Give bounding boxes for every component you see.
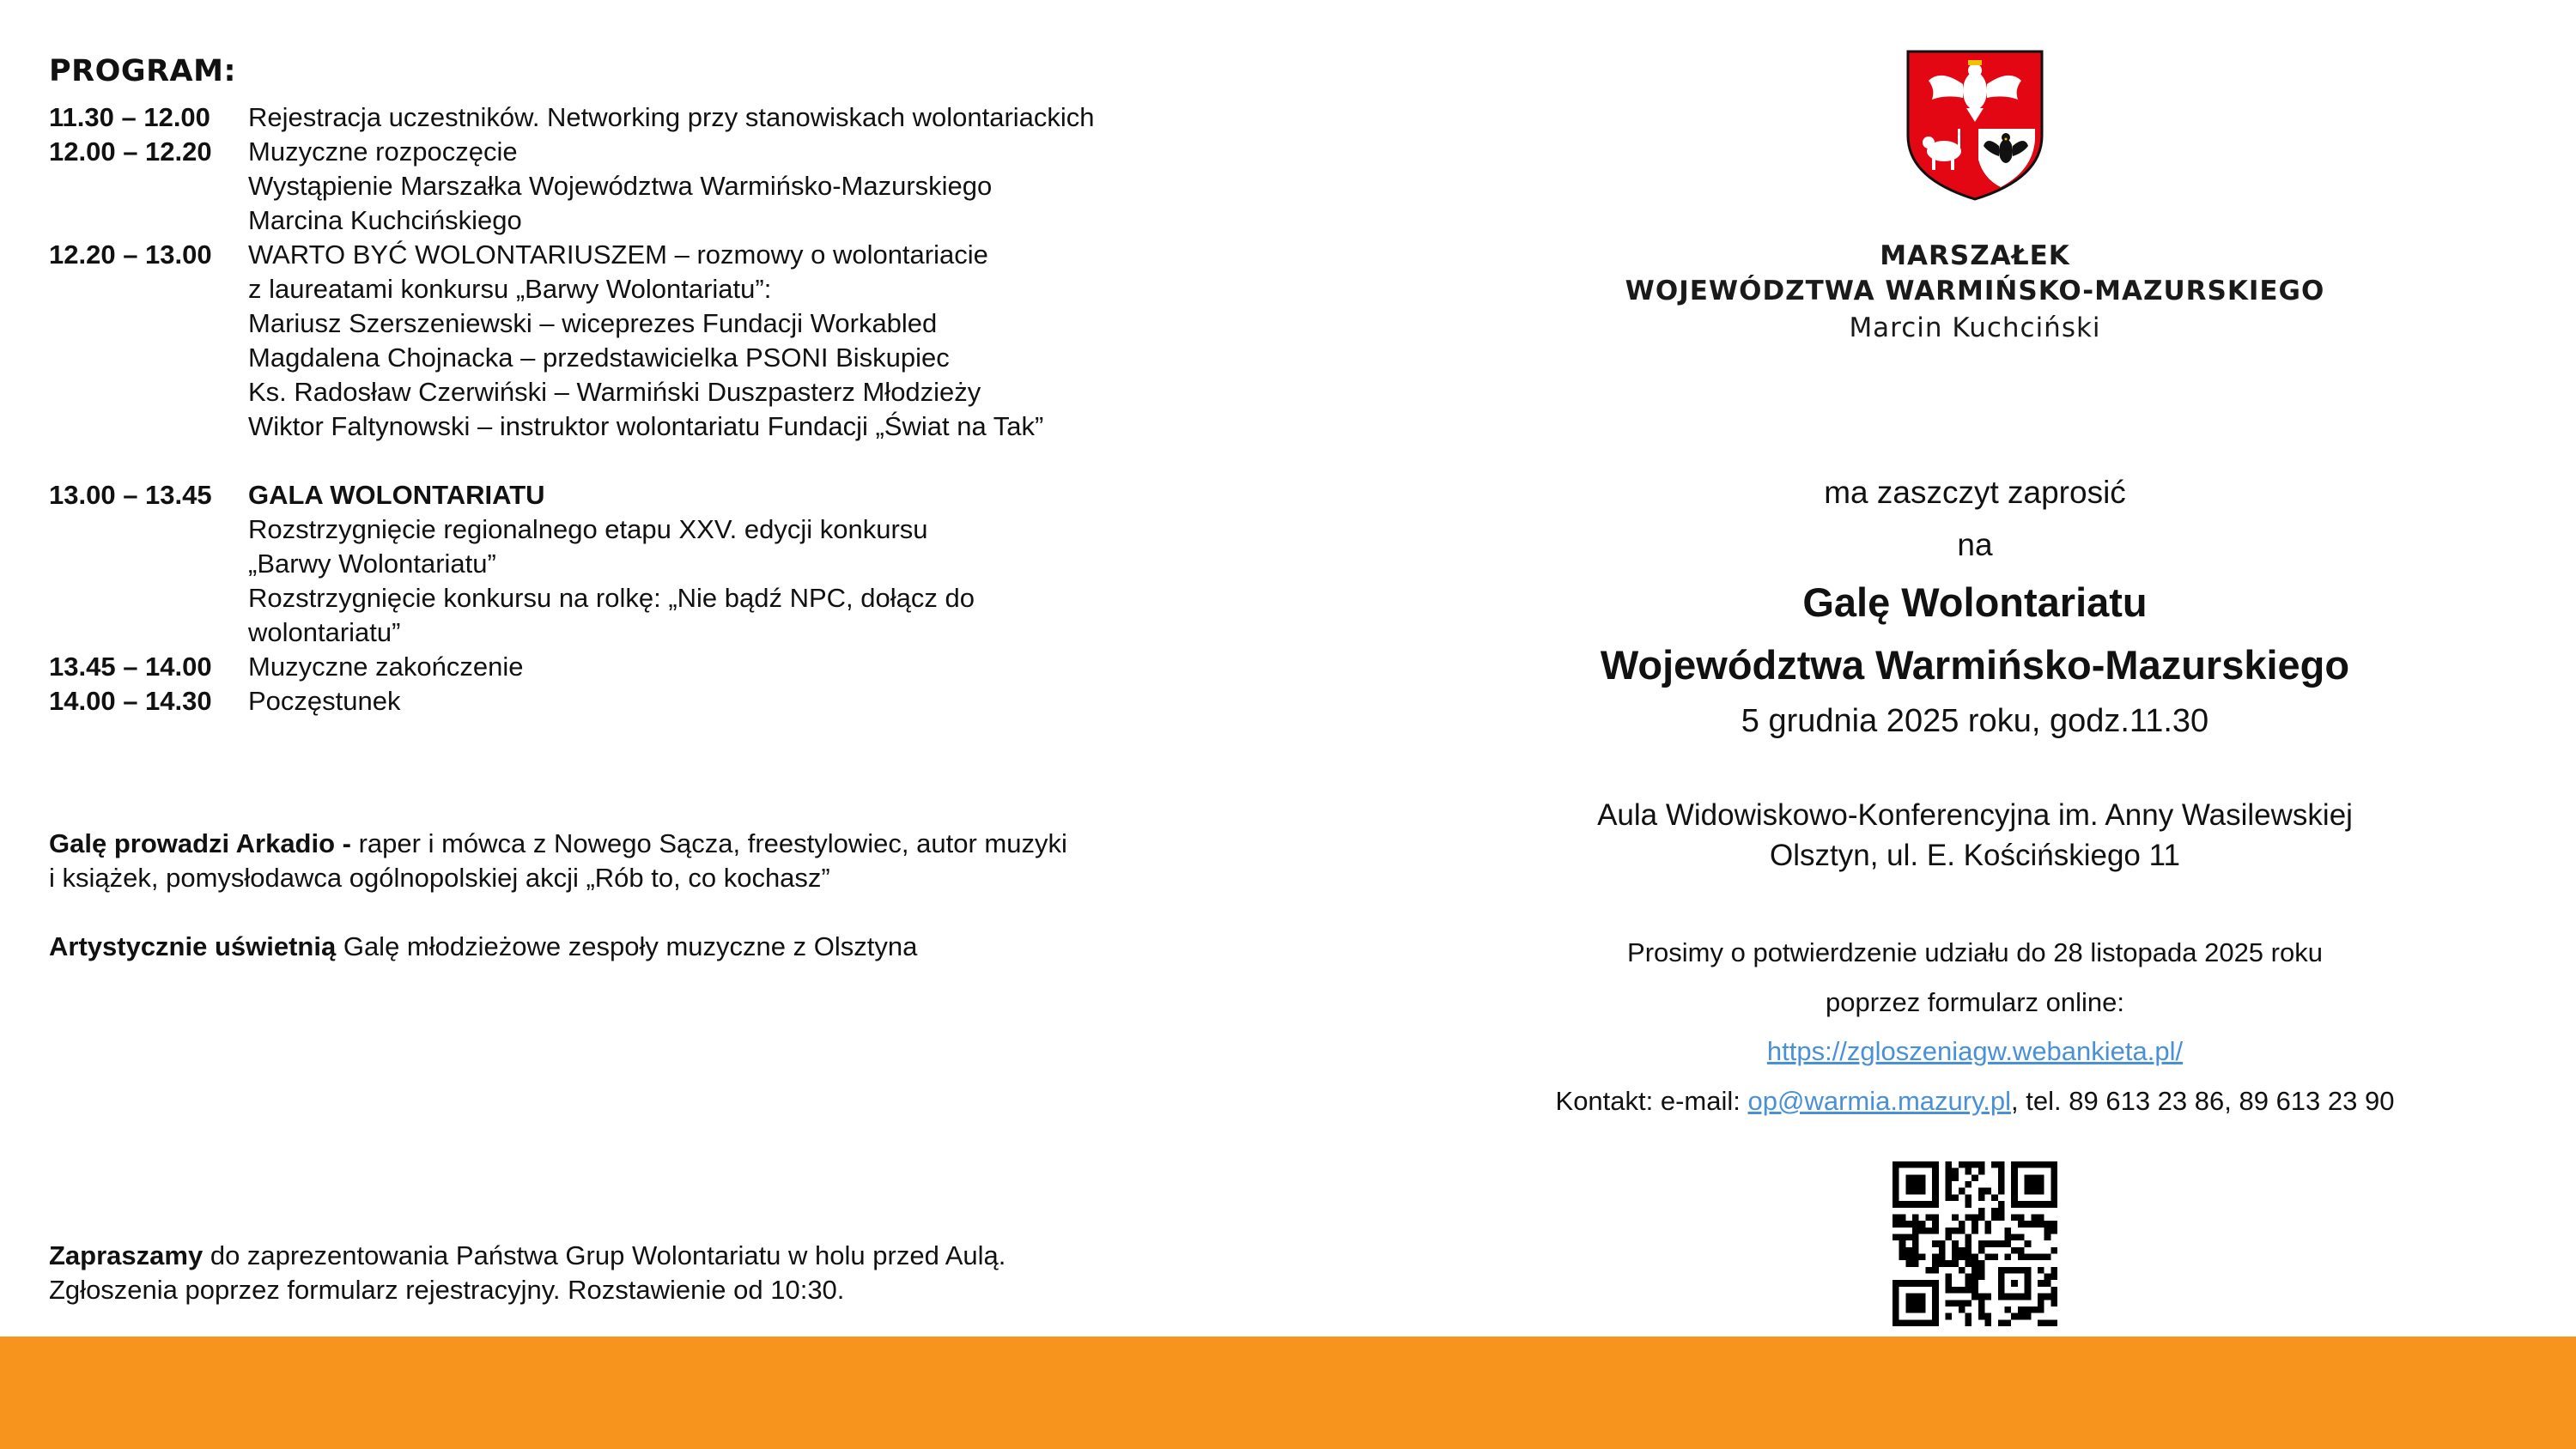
- form-link[interactable]: https://zgloszeniagw.webankieta.pl/: [1766, 1036, 2184, 1066]
- program-desc-4-line-1: GALA WOLONTARIATU: [248, 480, 545, 510]
- invite-groups-bold: Zapraszamy: [49, 1240, 204, 1270]
- gala-title-line-2: Województwa Warmińsko-Mazurskiego: [1600, 642, 2350, 688]
- program-desc-3-line-2: z laureatami konkursu „Barwy Wolontariatu”:: [248, 274, 772, 304]
- invitation-line-2: na: [1957, 527, 1993, 562]
- artists-line: [49, 930, 917, 964]
- contact-prefix: Kontakt: e-mail:: [1555, 1086, 1748, 1116]
- event-date: 5 grudnia 2025 roku, godz.11.30: [1741, 703, 2209, 739]
- program-desc-6-line-1: Poczęstunek: [248, 686, 401, 716]
- program-time-4: 13.00 – 13.45: [49, 480, 212, 510]
- host-text-1: raper i mówca z Nowego Sącza, freestylowiec, autor muzyki: [350, 828, 1067, 858]
- invite-groups-line-1: [49, 1239, 1005, 1273]
- program-desc-3-line-3: Mariusz Szerszeniewski – wiceprezes Fundacji Workabled: [248, 308, 938, 338]
- host-line-1: [49, 827, 1067, 861]
- program-time-3: 12.20 – 13.00: [49, 239, 212, 270]
- venue-line-2: Olsztyn, ul. E. Kościńskiego 11: [1770, 839, 2180, 872]
- program-desc-4-line-5: wolontariatu”: [248, 617, 401, 647]
- gala-title-line-1: Galę Wolontariatu: [1802, 579, 2148, 625]
- program-desc-4-line-2: Rozstrzygnięcie regionalnego etapu XXV. edycji konkursu: [248, 514, 928, 544]
- invite-groups-line-2: Zgłoszenia poprzez formularz rejestracyjny. Rozstawienie od 10:30.: [49, 1275, 845, 1305]
- footer-bar: [0, 1337, 2576, 1449]
- program-desc-1-line-1: Rejestracja uczestników. Networking przy stanowiskach wolontariackich: [248, 102, 1095, 132]
- program-desc-2-line-3: Marcina Kuchcińskiego: [248, 205, 522, 235]
- marshal-title-line-1: MARSZAŁEK: [1880, 240, 2070, 271]
- contact-phone: , tel. 89 613 23 86, 89 613 23 90: [2011, 1086, 2395, 1116]
- contact-email-link[interactable]: op@warmia.mazury.pl: [1747, 1086, 2012, 1116]
- venue-line-1: Aula Widowiskowo-Konferencyjna im. Anny Wasilewskiej: [1597, 798, 2353, 832]
- artists-text: Galę młodzieżowe zespoły muzyczne z Olsztyna: [336, 931, 918, 961]
- qr-code-icon[interactable]: [1893, 1161, 2057, 1326]
- program-desc-2-line-2: Wystąpienie Marszałka Województwa Warmińsko-Mazurskiego: [248, 171, 993, 201]
- program-heading: PROGRAM:: [49, 54, 236, 88]
- form-link-row: [1460, 1036, 2490, 1067]
- program-desc-4-line-3: „Barwy Wolontariatu”: [248, 549, 496, 579]
- contact-row: [1460, 1086, 2490, 1117]
- rsvp-line-2: poprzez formularz online:: [1825, 987, 2125, 1017]
- program-desc-3-line-4: Magdalena Chojnacka – przedstawicielka PSONI Biskupiec: [248, 343, 950, 373]
- program-desc-2-line-1: Muzyczne rozpoczęcie: [248, 136, 518, 167]
- program-desc-4-line-4: Rozstrzygnięcie konkursu na rolkę: „Nie bądź NPC, dołącz do: [248, 583, 975, 613]
- invitation-line-1: ma zaszczyt zaprosić: [1824, 475, 2126, 510]
- program-time-1: 11.30 – 12.00: [49, 102, 210, 132]
- program-time-5: 13.45 – 14.00: [49, 652, 212, 682]
- invite-groups-text-1: do zaprezentowania Państwa Grup Wolontariatu w holu przed Aulą.: [203, 1240, 1006, 1270]
- program-desc-5-line-1: Muzyczne zakończenie: [248, 652, 524, 682]
- artists-bold: Artystycznie uświetnią: [49, 931, 337, 961]
- program-desc-3-line-1: WARTO BYĆ WOLONTARIUSZEM – rozmowy o wolontariacie: [248, 239, 988, 270]
- program-desc-3-line-5: Ks. Radosław Czerwiński – Warmiński Duszpasterz Młodzieży: [248, 377, 981, 407]
- marshal-title-line-2: WOJEWÓDZTWA WARMIŃSKO-MAZURSKIEGO: [1625, 276, 2325, 306]
- host-bold: Galę prowadzi Arkadio -: [49, 828, 351, 858]
- rsvp-line-1: Prosimy o potwierdzenie udziału do 28 listopada 2025 roku: [1627, 937, 2323, 967]
- coat-of-arms-icon: [1906, 50, 2044, 201]
- program-time-6: 14.00 – 14.30: [49, 686, 212, 716]
- host-line-2: i książek, pomysłodawca ogólnopolskiej akcji „Rób to, co kochasz”: [49, 863, 830, 893]
- program-desc-3-line-6: Wiktor Faltynowski – instruktor wolontariatu Fundacji „Świat na Tak”: [248, 411, 1044, 441]
- marshal-name: Marcin Kuchciński: [1849, 312, 2101, 343]
- program-time-2: 12.00 – 12.20: [49, 136, 212, 167]
